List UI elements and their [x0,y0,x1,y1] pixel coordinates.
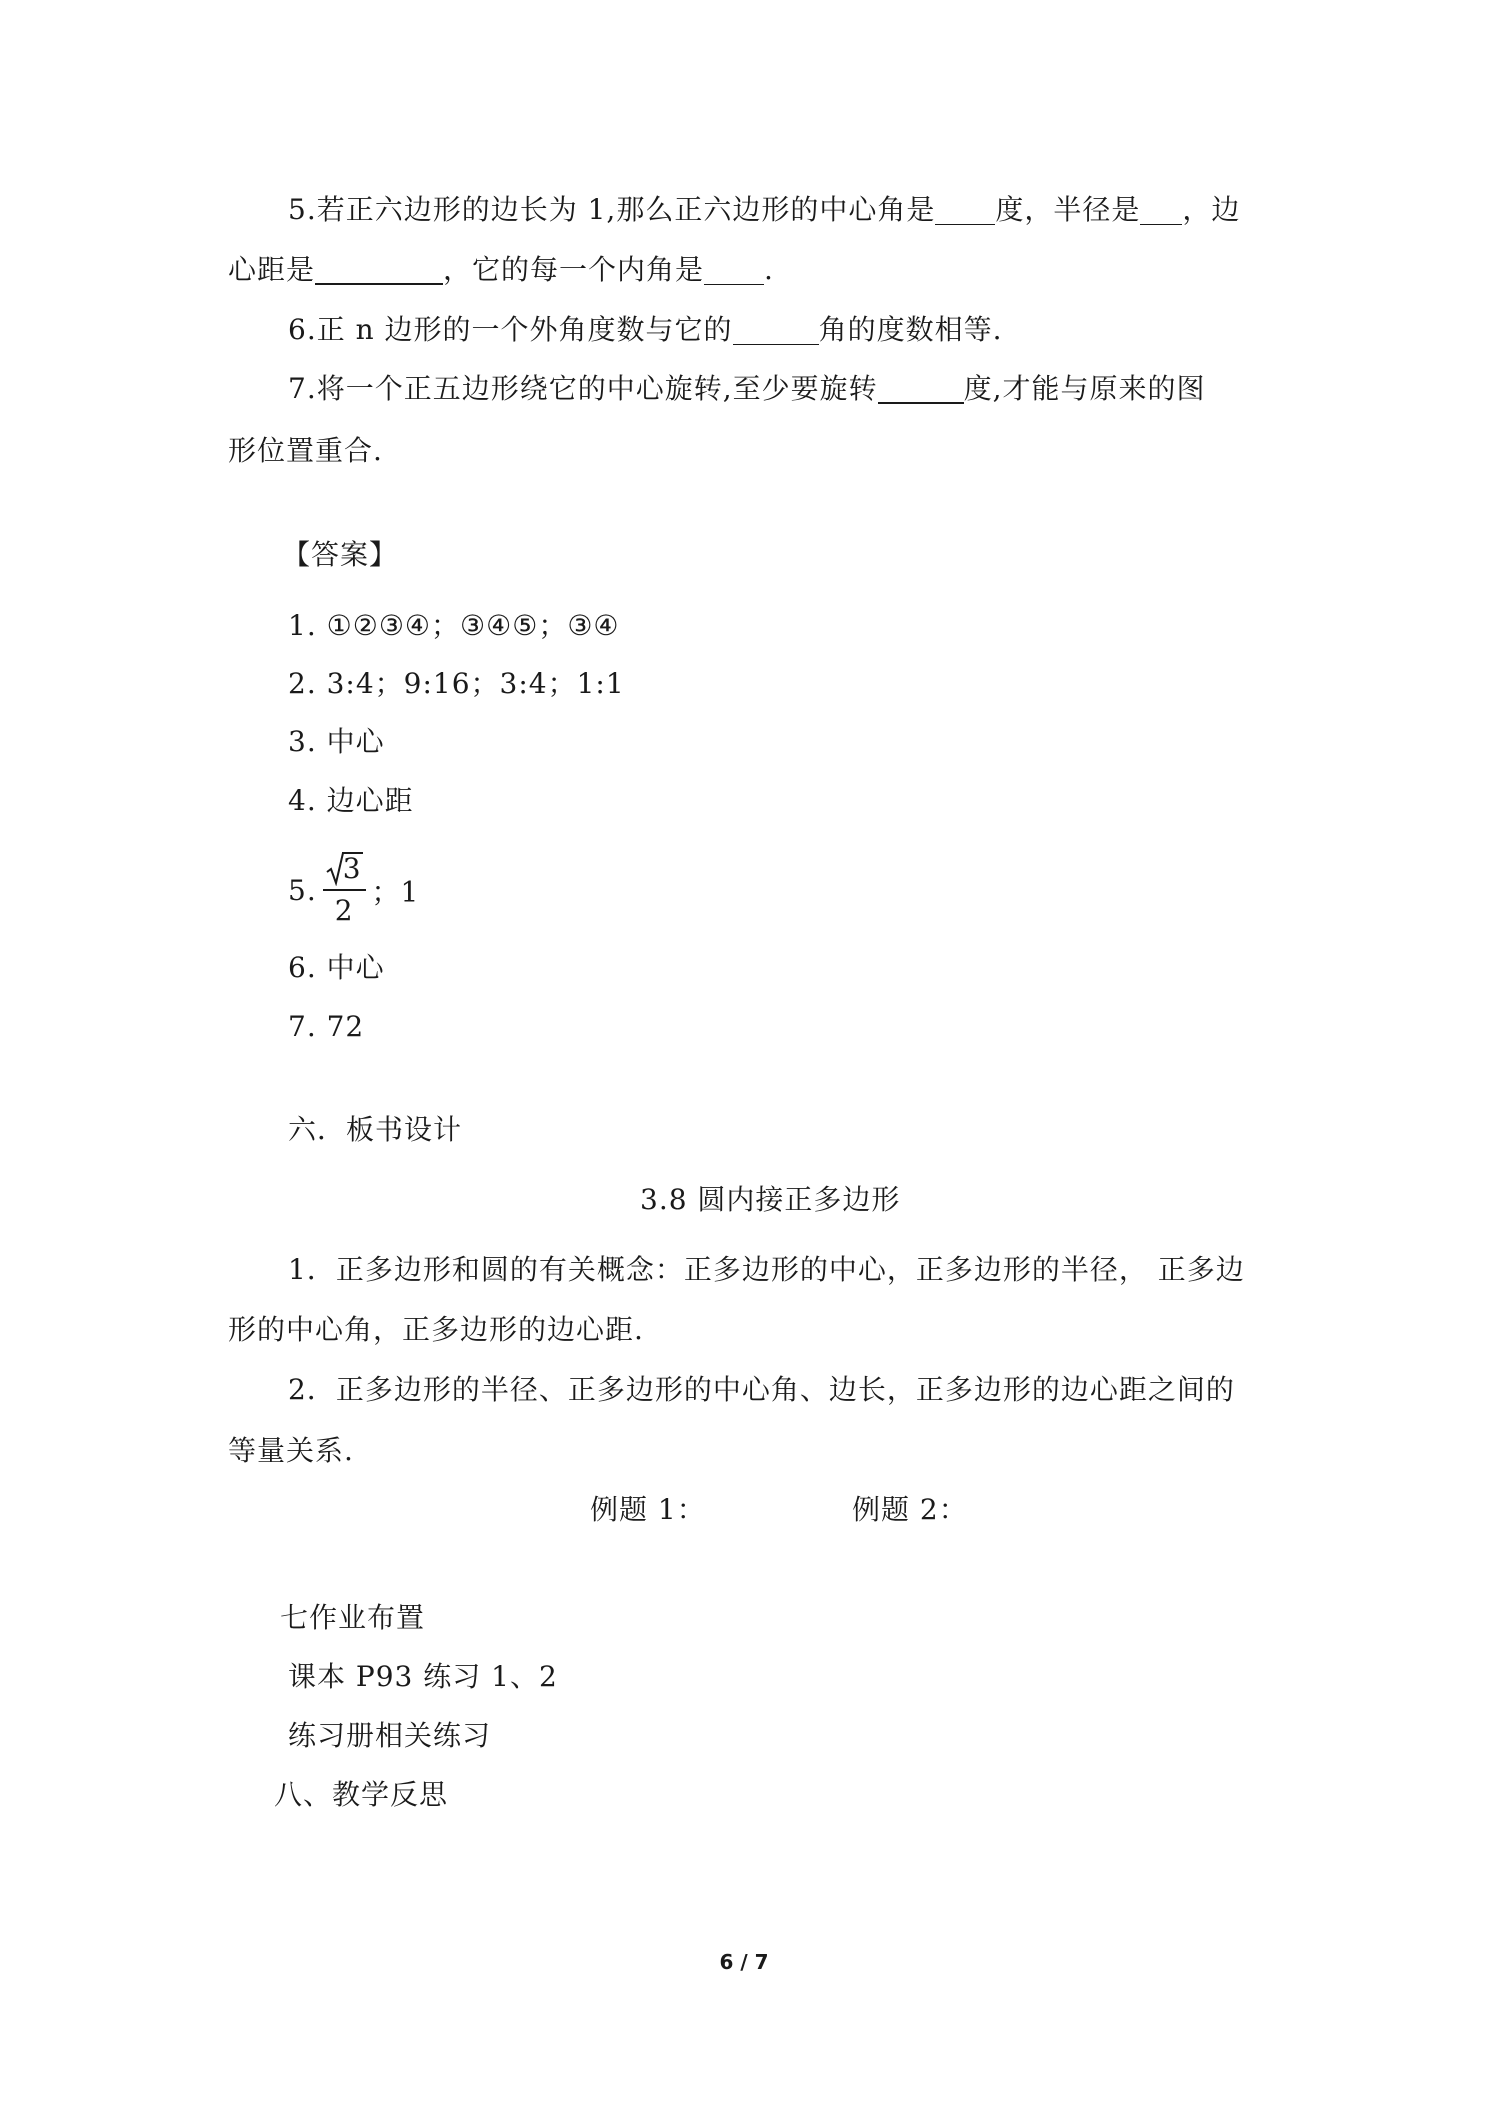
homework-heading: 七作业布置 [280,1601,426,1634]
question-5-text-f: . [764,253,774,286]
answer-5-fraction [323,852,366,929]
example-2-label: 例题 2： [852,1493,968,1526]
square-root [326,852,363,886]
blank-central-angle [935,196,995,225]
answer-5 [288,852,419,929]
question-5-text-b: 度，半径是 [995,193,1141,226]
answer-5-suffix: ；1 [371,875,420,909]
fraction-denominator: 2 [334,894,354,927]
question-5-text-a: 5.若正六边形的边长为 1,那么正六边形的中心角是 [288,193,936,226]
fraction-numerator [323,852,366,891]
answer-2: 2. 3:4；9:16；3:4；1:1 [288,667,625,700]
question-5-text-c: ，边 [1182,193,1241,226]
answer-3: 3. 中心 [288,725,385,758]
answer-4: 4. 边心距 [288,784,414,817]
blank-q7 [878,374,964,404]
board-title: 3.8 圆内接正多边形 [640,1183,901,1216]
question-5-line-2 [228,250,774,290]
question-6-text-b: 角的度数相等. [818,313,1003,346]
homework-line-1: 课本 P93 练习 1、2 [288,1660,558,1693]
question-5-text-d: 心距是 [228,253,316,286]
answer-1: 1. ①②③④；③④⑤；③④ [288,609,620,642]
answer-7: 7. 72 [288,1010,365,1043]
radical-sign-icon [326,852,344,886]
question-7-line-1 [288,369,1206,409]
question-5-line-1 [288,190,1240,230]
question-7-text-b: 度,才能与原来的图 [963,372,1206,405]
board-point-2-line-1: 2．正多边形的半径、正多边形的中心角、边长，正多边形的边心距之间的 [288,1373,1235,1406]
board-point-1-line-1: 1．正多边形和圆的有关概念：正多边形的中心，正多边形的半径， 正多边 [288,1253,1245,1286]
question-7-line-2 [228,431,383,471]
blank-interior-angle [704,256,764,285]
blank-apothem [315,255,443,285]
board-point-2-line-2: 等量关系. [228,1434,354,1467]
question-6 [288,310,1002,350]
question-5-text-e: ，它的每一个内角是 [443,253,705,286]
radicand: 3 [342,852,362,885]
reflection-heading: 八、教学反思 [274,1778,449,1811]
board-point-1-line-2: 形的中心角，正多边形的边心距. [228,1313,644,1346]
homework-line-2: 练习册相关练习 [288,1719,492,1752]
answer-5-prefix: 5. [288,874,317,907]
answers-heading: 【答案】 [282,538,399,571]
question-6-text-a: 6.正 n 边形的一个外角度数与它的 [288,313,733,346]
board-design-heading: 六．板书设计 [288,1113,463,1146]
question-7-text-a: 7.将一个正五边形绕它的中心旋转,至少要旋转 [288,372,878,405]
blank-q6 [733,316,819,345]
question-7-text-c: 形位置重合. [228,434,383,467]
blank-radius [1140,196,1182,225]
answer-6: 6. 中心 [288,951,385,984]
example-1-label: 例题 1： [590,1493,706,1526]
page-number: 6 / 7 [719,1950,769,1974]
